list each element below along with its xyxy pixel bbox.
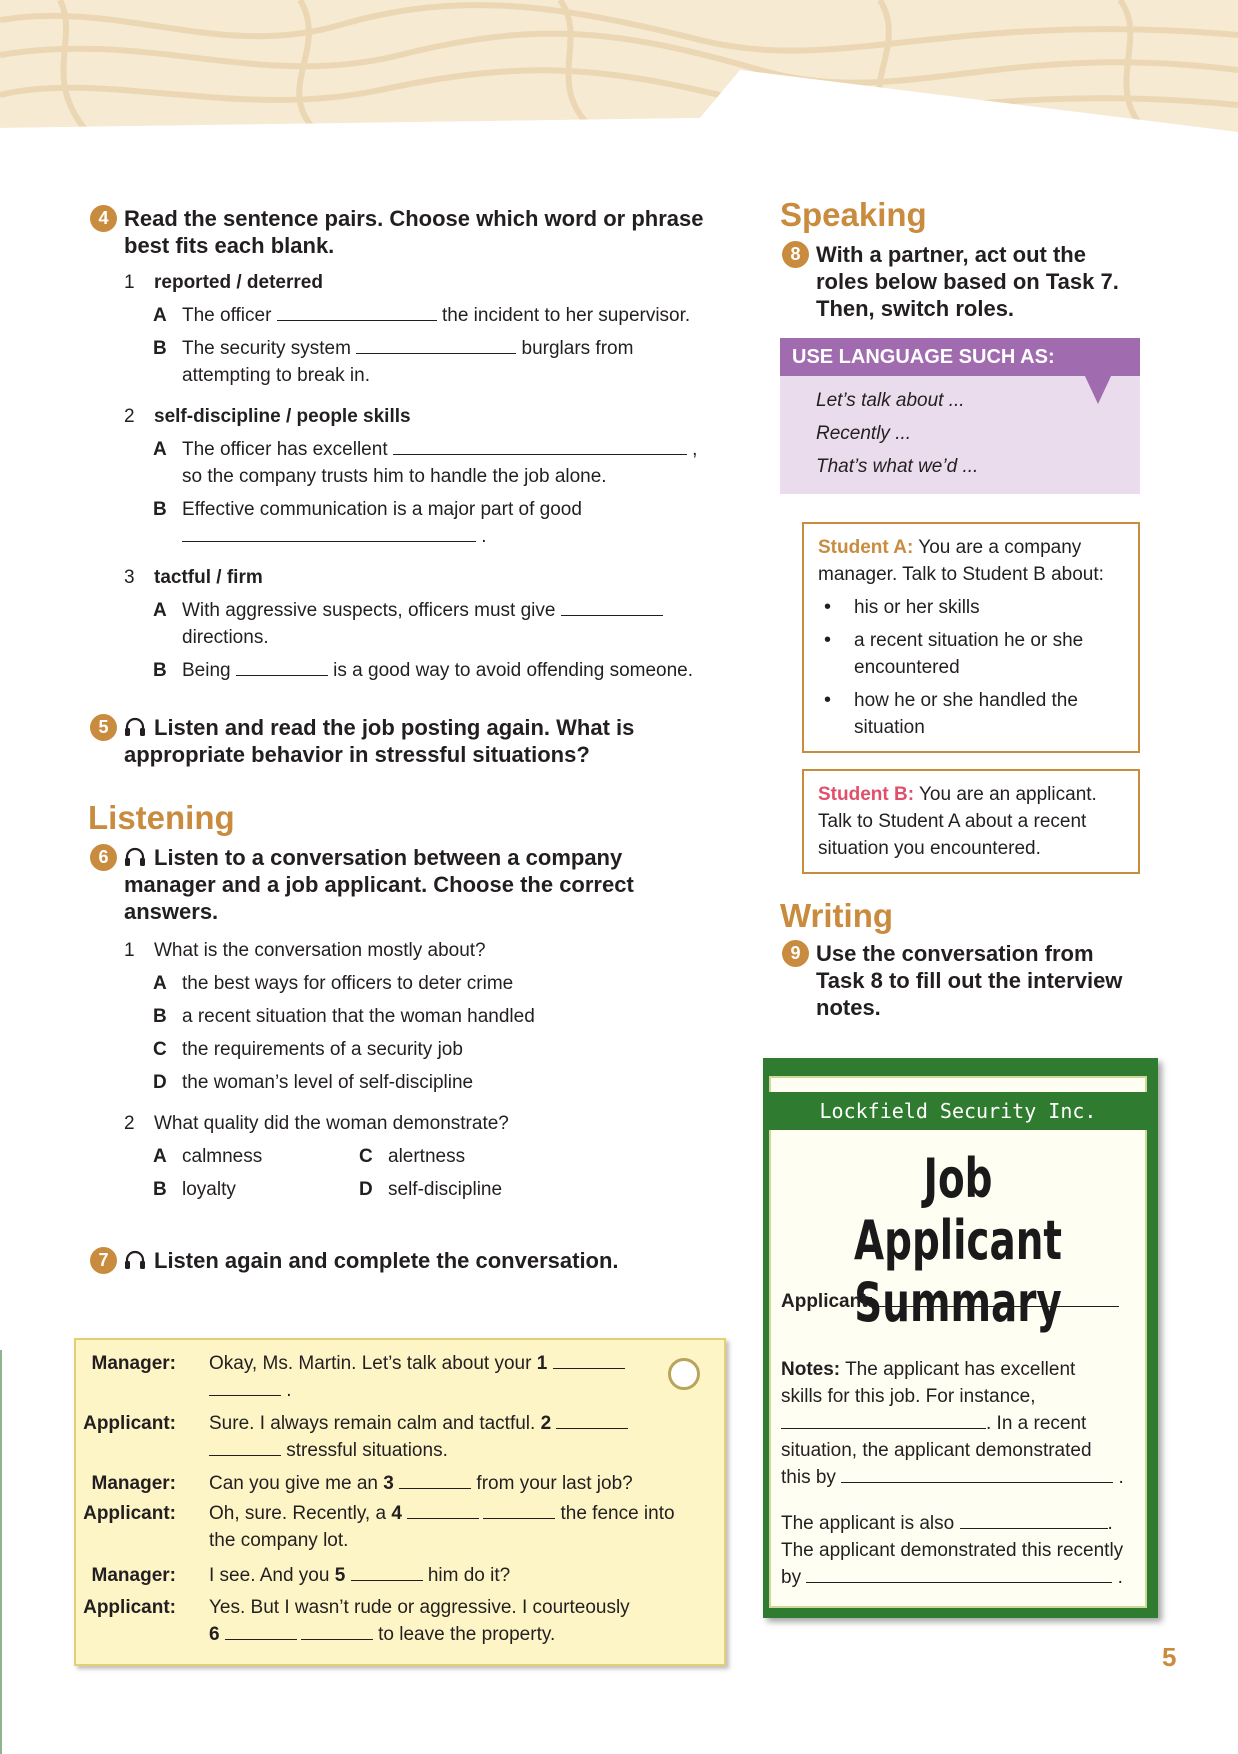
bullet-item: • a recent situation he or she encountered bbox=[818, 627, 1124, 681]
header-wood-pattern bbox=[0, 0, 1238, 135]
right-column bbox=[780, 195, 1145, 1021]
answer-blank[interactable] bbox=[556, 1411, 628, 1429]
option-a[interactable]: A the best ways for officers to deter crime bbox=[153, 973, 514, 994]
notes-paragraph: Notes: The applicant has excellent skills for this job. For instance, . In a recent situation, the applicant demonstrated this by . bbox=[781, 1359, 1124, 1488]
answer-blank[interactable] bbox=[393, 437, 687, 455]
also-paragraph: The applicant is also . The applicant demonstrated this recently by . bbox=[781, 1513, 1124, 1588]
option-a: A With aggressive suspects, officers must give directions. bbox=[88, 597, 718, 651]
task-number-badge: 4 bbox=[90, 205, 117, 232]
applicant-field[interactable] bbox=[879, 1289, 1119, 1307]
task-6-question-2: 2 What quality did the woman demonstrate? bbox=[124, 1113, 509, 1134]
option-a: A The officer has excellent , so the company trusts him to handle the job alone. bbox=[153, 439, 698, 487]
notes-field[interactable] bbox=[960, 1511, 1108, 1529]
section-title-listening: Listening bbox=[88, 799, 235, 836]
job-applicant-summary-form bbox=[763, 1058, 1158, 1618]
applicant-line: Applicant: bbox=[781, 1288, 1141, 1315]
answer-blank[interactable] bbox=[483, 1501, 555, 1519]
task-6-question-1: 1 What is the conversation mostly about? bbox=[124, 940, 486, 961]
task-number-badge: 8 bbox=[782, 241, 809, 268]
use-language-header: USE LANGUAGE SUCH AS: bbox=[780, 338, 1140, 376]
option-b: B Being is a good way to avoid offending someone. bbox=[153, 660, 694, 681]
answer-blank[interactable] bbox=[209, 1378, 281, 1396]
notes-field[interactable] bbox=[806, 1565, 1112, 1583]
company-name: Lockfield Security Inc. bbox=[769, 1092, 1147, 1130]
option-a: A The officer the incident to her supervisor. bbox=[153, 305, 691, 326]
phrase: Recently ... bbox=[816, 423, 912, 444]
task-9-instruction: 9 Use the conversation from Task 8 to fill out the interview notes. bbox=[780, 940, 1130, 1021]
task-8-instruction: 8 With a partner, act out the roles below based on Task 7. Then, switch roles. bbox=[780, 241, 1130, 322]
task-5-instruction: 5 Listen and read the job posting again. What is appropriate behavior in stressful situations? bbox=[88, 714, 718, 768]
answer-blank[interactable] bbox=[182, 524, 476, 542]
section-title-writing: Writing bbox=[780, 897, 894, 934]
task-number-badge: 9 bbox=[782, 940, 809, 967]
option-a[interactable]: A calmness bbox=[153, 1146, 263, 1167]
task-4-item-3: 3 tactful / firm bbox=[124, 567, 263, 588]
answer-blank[interactable] bbox=[351, 1563, 423, 1581]
page-number: 5 bbox=[1162, 1642, 1177, 1672]
task-number-badge: 7 bbox=[90, 1247, 117, 1274]
headphones-icon[interactable] bbox=[124, 717, 146, 737]
option-b: B Effective communication is a major part of good . bbox=[153, 499, 582, 547]
answer-blank[interactable] bbox=[561, 598, 663, 616]
task-4-item-1: 1 reported / deterred bbox=[124, 272, 323, 293]
answer-blank[interactable] bbox=[277, 303, 437, 321]
option-d[interactable]: D self-discipline bbox=[359, 1179, 503, 1200]
headphones-icon[interactable] bbox=[124, 847, 146, 867]
option-c[interactable]: C the requirements of a security job bbox=[153, 1039, 463, 1060]
answer-blank[interactable] bbox=[399, 1471, 471, 1489]
task-7-instruction: 7 Listen again and complete the conversation. bbox=[88, 1247, 718, 1274]
phrase: That’s what we’d ... bbox=[816, 456, 979, 477]
option-b: B The security system burglars from attempting to break in. bbox=[153, 338, 634, 386]
student-b-card: Student B: You are an applicant. Talk to Student A about a recent situation you encountered. bbox=[802, 769, 1140, 874]
answer-blank[interactable] bbox=[407, 1501, 479, 1519]
answer-blank[interactable] bbox=[301, 1622, 373, 1640]
task-4-item-2: 2 self-discipline / people skills bbox=[124, 406, 411, 427]
phrase: Let’s talk about ... bbox=[816, 390, 965, 411]
answer-blank[interactable] bbox=[236, 658, 328, 676]
conversation-note: Manager: Okay, Ms. Martin. Let’s talk about your 1 . Applicant: Sure. I always remain calm and tactful. 2 stressful situations. Manager: Can you give me an 3 from your last job? Applicant: Oh, sure. Recently, a 4 the fence into the company lot. Manager: I see. And you 5 him do it? Applicant: Yes. But I wasn’t rude or aggressive. I courteously 6 to leave the property. bbox=[74, 1338, 726, 1666]
option-b[interactable]: B a recent situation that the woman handled bbox=[153, 1006, 535, 1027]
option-b[interactable]: B loyalty bbox=[153, 1179, 236, 1200]
answer-blank[interactable] bbox=[356, 336, 516, 354]
task-4-instruction: 4 Read the sentence pairs. Choose which word or phrase best fits each blank. bbox=[88, 205, 718, 259]
task-6-instruction: 6 Listen to a conversation between a company manager and a job applicant. Choose the correct answers. bbox=[88, 844, 718, 925]
notes-field[interactable] bbox=[841, 1465, 1113, 1483]
speech-pointer-icon bbox=[1084, 374, 1112, 404]
left-column bbox=[88, 205, 718, 1274]
answer-blank[interactable] bbox=[209, 1438, 281, 1456]
form-title: Job Applicant Summary bbox=[854, 1147, 1062, 1334]
notes-field[interactable] bbox=[781, 1411, 986, 1429]
task-number-badge: 6 bbox=[90, 844, 117, 871]
task-number-badge: 5 bbox=[90, 714, 117, 741]
answer-blank[interactable] bbox=[553, 1351, 625, 1369]
headphones-icon[interactable] bbox=[124, 1250, 146, 1270]
margin-rule bbox=[0, 1350, 2, 1754]
section-title-speaking: Speaking bbox=[780, 196, 927, 233]
student-a-card: Student A: You are a company manager. Talk to Student B about: • his or her skills • a recent situation he or she encountered • how he or she handled the situation bbox=[802, 522, 1140, 753]
answer-blank[interactable] bbox=[225, 1622, 297, 1640]
bullet-item: • how he or she handled the situation bbox=[818, 687, 1124, 741]
option-c[interactable]: C alertness bbox=[359, 1146, 466, 1167]
bullet-item: • his or her skills bbox=[818, 594, 1124, 621]
option-d[interactable]: D the woman’s level of self-discipline bbox=[153, 1072, 474, 1093]
